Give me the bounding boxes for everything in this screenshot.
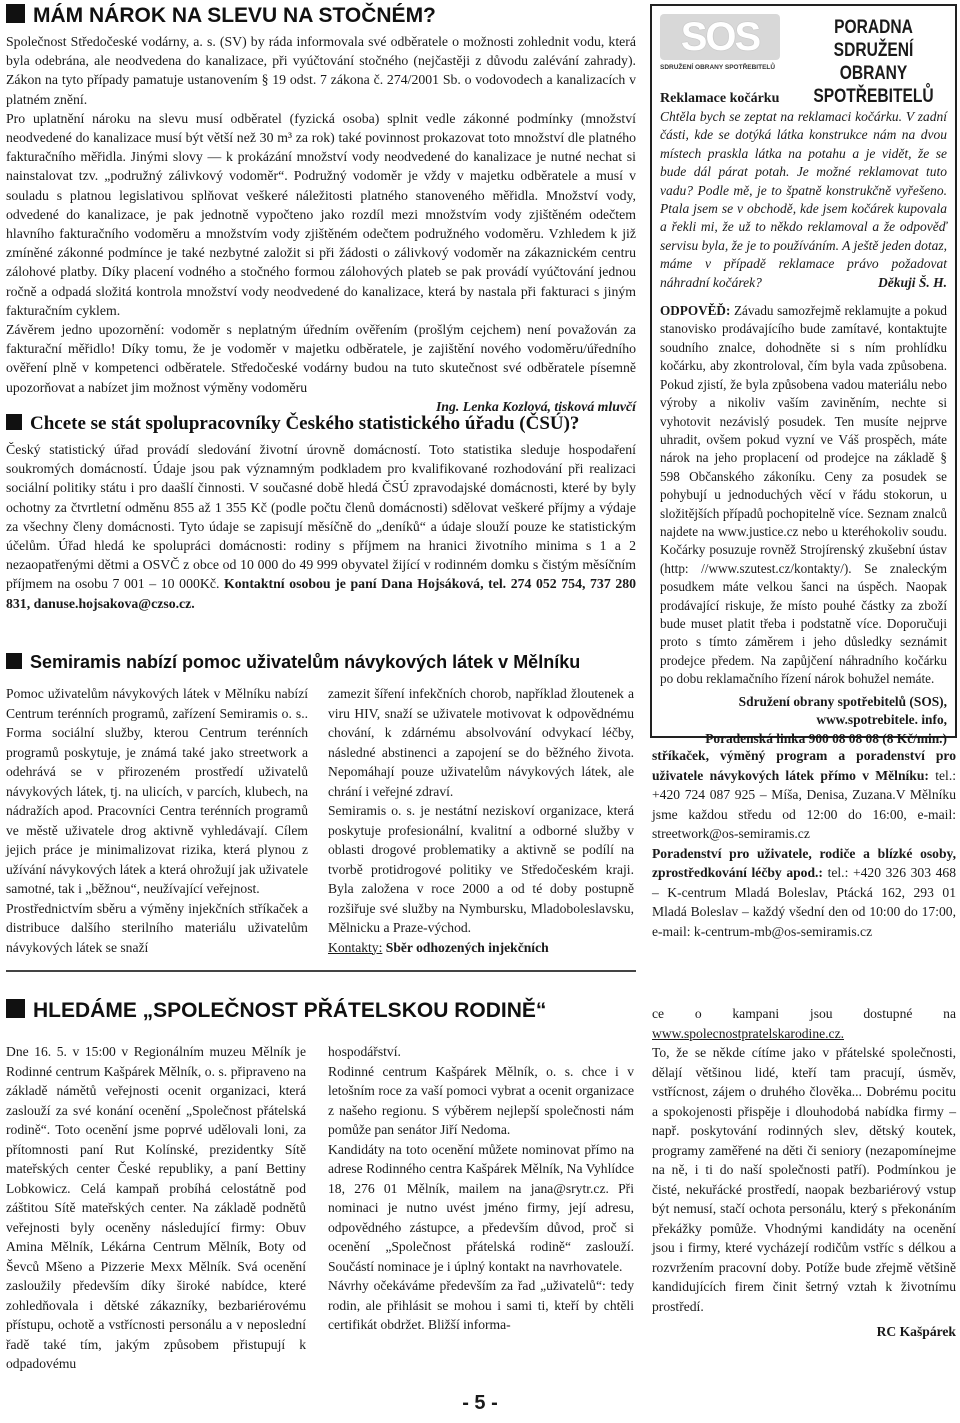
paragraph	[328, 938, 634, 958]
bullet-square-icon	[6, 653, 22, 669]
paragraph: zamezit šíření infekčních chorob, například žloutenek a viru HIV, snaží se uživatele motivovat k odpovědnému chování, k zdárnému absolvování odvykací léčby, následné abstinenci a zapojení se do běžného života. Nepomáhají pouze uživatelům návykových látek, ale chrání i veřejné zdraví.	[328, 686, 634, 799]
sos-logo	[660, 14, 800, 71]
paragraph: Prostřednictvím sběru a výměny injekčních stříkaček a distribuce dalšího sterilního materiálu uživatelům návykových látek se snaží	[6, 900, 308, 955]
paragraph	[6, 440, 636, 613]
box-footer	[660, 693, 947, 749]
divider	[6, 970, 636, 972]
title-line: OBRANY SPOTŘEBITELŮ	[813, 63, 934, 107]
paragraph	[652, 746, 956, 844]
answer-text: Závadu samozřejmě reklamujte a pokud stanovisko prodávajícího bude zamítavé, kontaktujte soudního znalce, dohodněte si s ním prohlídku kočárku, aby zkontroloval, čím byla vada způsobena. Pokud zjistí, že byla způsobena vadou materiálu nebo výroby a nikoliv vaším zaviněním, nechte si vyhotovit nezávislý posudek. Ten musíte nejprve uhradit, ovšem pokud vyzní ve Váš prospěch, máte nárok na jeho proplacení od prodejce na základě § 598 Občanského zákoníku. Ceny za posudek se pohybují u jednoduchých věcí v řádu stokorun, u složitějších případů pochopitelně více. Seznam znalců najdete na www.justice.cz nebo u kteréhokoliv soudu. Kočárky posuzuje rovněž Strojírenský zkušební ústav (http: //www.szutest.cz/kontakty/). Se znaleckým posudkem máte velkou šanci na úspěch. Naopak prodávající riskuje, že místo pouhé částky za zboží bude muset platit třeba i podstatně více. Doporučuji proto s tímto záměrem i jeho důsledky seznámit prodejce předem. Na zapůjčení náhradního kočárku po dobu reklamačního řízení nárok bohužel nemáte.	[660, 303, 947, 687]
article-semiramis-col1	[6, 684, 308, 957]
article-family-col1	[6, 1042, 306, 1374]
article-water-discount	[6, 4, 636, 416]
campaign-link[interactable]: www.spolecnostpratelskarodine.cz.	[652, 1025, 845, 1041]
article-title	[6, 412, 636, 436]
article-family-friendly-title	[6, 998, 636, 1024]
paragraph: Pomoc uživatelům návykových látek v Mělníku nabízí Centrum terénních programů, zařízení Semiramis o. s.. Forma sociální služby, kterou Centrum terénních programů poskytuje, je známá také jako streetwork a odehrává se v přirozeném prostředí uživatelů návykových látek, tj. na ulicích, v parcích, klubech, na nádražích apod. Pracovníci Centra terénních programů ve městě uživatele drog aktivně vyhledávají. Cílem jejich práce je minimalizovat rizika, která plynou z užívání návykových látek a která ohrožují jak uživatele samotné, tak i „běžnou“, neužívající veřejnost.	[6, 686, 308, 896]
contacts-label: Kontakty:	[328, 939, 383, 955]
bold-text: stříkaček, výměný program a poradenství pro uživatele návykových látek přímo v Mělníku:	[652, 748, 956, 783]
text: ce o kampani jsou dostupné na	[652, 1006, 956, 1021]
title-line: PORADNA SDRUŽENÍ	[833, 17, 914, 61]
contact-text: Kontaktní osobou je paní Dana Hojsáková, tel. 274 052 754, 737 280 831, danuse.hojsakova@czso.cz.	[6, 576, 637, 611]
title-text: Chcete se stát spolupracovníky Českého statistického úřadu (ČSÚ)?	[30, 413, 580, 434]
article-semiramis-col3	[652, 746, 956, 941]
paragraph: Dne 16. 5. v 15:00 v Regionálním muzeu Mělník je Rodinné centrum Kašpárek Mělník, o. s. připraveno na základě námětů veřejnosti ocenit organizaci, která zaslouží za své konání ocenění „Společnost přátelská rodině“. Toto ocenění jsme poprvé udělovali loni, za přítomnosti paní Rut Kolínské, prezidentky Sítě mateřských center České republiky, a paní Bettiny Lobkowicz. Celá kampaň probíhá celostátně pod záštitou Sítě mateřských center. Na základě podnětů veřejnosti byly oceněny následující firmy: Obuv Amina Mělník, Lékárna Centrum Mělník, Boty od Ševců Mšeno a Pizzerie Mexx Mělník. Svá ocenění zasloužily především díky široké nabídce, které zohledňovala i dětské zákazníky, bezbariérovému přístupu, ochotě a vstřícnosti personálu a v neposlední řadě také tím, jakým způsobem přistupují k odpadovému	[6, 1044, 306, 1371]
question-signature: Děkuji Š. H.	[877, 274, 947, 290]
contact-text: tel.: +420 724 087 925 – Míša, Denisa, Zuzana.V Mělníku jsme každou středu od 12:00 do 16:00, e-mail: streetwork@os-semiramis.cz	[652, 767, 956, 841]
page-number: - 5 -	[462, 1392, 498, 1414]
contacts-bold: Sběr odhozených injekčních	[385, 939, 549, 955]
paragraph	[652, 844, 956, 942]
paragraph: Semiramis o. s. je nestátní neziskoví organizace, která poskytuje profesionální, kvalitní a odborné služby v oblasti drogové problematiky a aktivně se podílí na tvorbě protidrogové politiky ve Středočeském kraji. Byla založena v roce 2000 a od té doby postupně rozšiřuje své služby na Nymbursku, Mladoboleslavsku, Mělnicku a Praze-východ.	[328, 803, 634, 935]
article-family-col3	[652, 1004, 956, 1342]
article-semiramis-title	[6, 650, 636, 674]
bullet-square-icon	[6, 4, 25, 23]
question-text: Chtěla bych se zeptat na reklamaci kočárku. V zadní části, kde se dotýká látka konstrukce nám na dvou místech praskla látka na potahu a je vidět, že se bude dál párat potah. Je možné reklamovat tuto vadu? Podle mě, je to špatně konstrukčně vyřešeno. Ptala jsem se v obchodě, kde jsem kočárek kupovala a řekli mi, že už to někdo reklamoval a že odpověď servisu byla, že je to používáním. A ještě jeden dotaz, máme v případě reklamace právo požadovat náhradní kočárek?	[660, 109, 947, 290]
paragraph: Rodinné centrum Kašpárek Mělník, o. s. chce i v letošním roce za vaší pomoci vybrat a ocenit organizace z našeho regionu. S výběrem nejlepší společnosti nám pomůže pan senátor Jiří Nedoma.	[328, 1063, 634, 1137]
article-semiramis-col2	[328, 684, 634, 957]
bullet-square-icon	[6, 414, 22, 430]
sos-advice-box	[650, 4, 957, 746]
bold-text: Poradenství pro uživatele, rodiče a blízké osoby, zprostředkování léčby apod.:	[652, 845, 956, 880]
article-title	[6, 4, 636, 28]
paragraph	[652, 1004, 956, 1043]
logo-subtitle: SDRUŽENÍ OBRANY SPOTŘEBITELŮ	[660, 64, 776, 71]
title-text: HLEDÁME „SPOLEČNOST PŘÁTELSKOU RODINĚ“	[33, 999, 547, 1022]
box-title	[800, 16, 947, 108]
paragraph: Návrhy očekáváme především za řad „uživatelů“: tedy rodin, ale přihlásit se mohou i sami ti, kteří by chtěli certifikát obdržet. Bližší informa-	[328, 1278, 634, 1332]
footer-line: Sdružení obrany spotřebitelů (SOS),	[738, 693, 947, 709]
article-title	[6, 998, 636, 1024]
paragraph: Společnost Středočeské vodárny, a. s. (SV) by ráda informovala své odběratele o možnosti zohlednit vodu, která byla odebrána, ale neodvedena do kanalizace, při vyúčtování stočného (nejčastěji z důvodu zalévání zahrady). Zákon na tyto případy pamatuje ustanovením § 19 odst. 7 zákona č. 274/2001 Sb. o vodovodech a kanalizacích v platném znění.	[6, 34, 636, 107]
answer	[660, 302, 947, 689]
question-heading: Reklamace kočárku	[660, 91, 780, 106]
logo-text: SOS	[680, 14, 760, 59]
footer-line: Poradenská linka 900 08 08 08 (8 Kč/min.)	[705, 730, 947, 746]
signature: Ing. Lenka Kozlová, tisková mluvčí	[435, 398, 636, 414]
sos-logo-mark	[660, 14, 780, 60]
paragraph: To, že se někde cítíme jako v přátelské společnosti, dělají většinou lidé, kteří tam pracují, úsměv, vstřícnost, zájem o druhého člověka... Dobrému pocitu a spokojenosti přispěje i dlouhodobá nabídka firmy – např. poskytování rodinných slev, dětský koutek, programy zaměřené na děti či seniory (nezapomínejme na ně, i ti do naší společnosti patří). Podmínkou je čisté, nekuřácké prostředí, naopak bezbariérový vstup být nemusí, stačí ochota personálu, který s překonáním překážky pomůže. Vhodnými kandidáty na ocenění jsou i firmy, které vycházejí rodičům vstříc s délkou a rozvržením pracovní doby. Potíže bude zřejmě většině kandidujících firem činit šetrný vztah k životnímu prostředí.	[652, 1045, 956, 1314]
footer-line: www.spotrebitele. info,	[816, 712, 947, 728]
body-text: Český statistický úřad provádí sledování životní úrovně domácností. Toto statistika sleduje hospodaření soukromých domácností. Údaje jsou pak významným podkladem pro kvalifikované rozhodování při realizaci sociální politiky státu i pro daašlí činnosti. V současné době hledá ČSÚ zpravodajské domácnosti, které by byly ochotny za čtvrtletní odměnu 855 až 1 355 Kč (podle počtu členů domácnosti) sdělovat veškeré příjmy a výdaje za všechny členy domácnosti. Tyto údaje se zapisují měsíčně do „deníků“ a údaje slouží pouze ke statistickým účelům. Úřad hledá ke spolupráci domácnosti: rodiny s příjmem na hranici životního minima s 1 a 2 nezaopatřenými dětmi a OSVČ z obce od 10 000 do 49 999 obyvatel žijící v rodinném domku s čistým měsíčním příjmem na osobu 7 001 – 10 000Kč.	[6, 442, 636, 592]
paragraph: hospodářství.	[328, 1044, 401, 1059]
title-text: MÁM NÁROK NA SLEVU NA STOČNÉM?	[33, 4, 436, 27]
title-text: Semiramis nabízí pomoc uživatelům návykových látek v Mělníku	[30, 652, 581, 672]
signature: RC Kašpárek	[876, 1324, 956, 1339]
article-title	[6, 650, 636, 674]
paragraph: Kandidáty na toto ocenění můžete nominovat přímo na adrese Rodinného centra Kašpárek Mělník, Na Vyhlídce 18, 276 01 Mělník, mailem na jana@srytr.cz. Při nominaci je nutno uvést jméno firmy, její adresu, odpovědného zástupce, a především důvod, proč si ocenění „Společnost přátelská rodině“ zaslouží. Součástí nominace je i úplný kontakt na navrhovatele.	[328, 1141, 634, 1274]
paragraph: Pro uplatnění nároku na slevu musí odběratel (fyzická osoba) splnit vedle zákonné podmínky (množství neodvedené do kanalizace musí být větší než 30 m³ za rok) také povinnost prokazovat toto množství dle platného fakturačního měřidla. Jinými slovy — k prokázání množství vody neodvedené do kanalizace je nutné nechat si nainstalovat tzv. „podružný zálivkový vodoměr“. Podružný vodoměr je vždy v majetku odběratele a musí v souladu s platnou legislativou splňovat veškeré náležitosti platného stanoveného měřidla. Množství vody, odvedené do kanalizace, je pak jednotně vypočteno jako rozdíl mezi množstvím vody zjištěném odečtem hlavního fakturačního vodoměru a množstvím vody zjištěném odečtem podružného vodoměru. Vzhledem k již zmíněné zákonné podmínce je také nezbytné založit si při žádosti o zálivkový vodoměr na zákaznickém centru zálohové platby. Díky placení vodného a stočného formou zálohových plateb se pak provádí vyúčtování jednou ročně a odpadá složitá kontrola množství vody neodvedené do kanalizace, která by nastala při fakturaci s jiným fakturačním cyklem.	[6, 110, 636, 318]
answer-label: ODPOVĚĎ:	[660, 303, 731, 319]
bullet-square-icon	[6, 999, 25, 1018]
contact-text: tel.: +420 326 303 468 – K-centrum Mladá Boleslav, Ptácká 162, 293 01 Mladá Boleslav – každý všední den od 10:00 do 17:00, e-mail: k-centrum-mb@os-semiramis.cz	[652, 865, 956, 939]
article-csu	[6, 412, 636, 613]
paragraph: Závěrem jedno upozornění: vodoměr s neplatným úředním ověřením (prošlým cejchem) není považován za fakturační měřidlo! Díky tomu, že je vodoměr v majetku odběratele, je zajištění nového vodoměru/úředního ověření plně v kompetenci odběratele. Středočeské vodárny budou na tuto skutečnost své odběratele písemně upozorňovat a nabízet jim možnost výměny vodoměru	[6, 322, 636, 395]
article-family-col2	[328, 1042, 634, 1335]
